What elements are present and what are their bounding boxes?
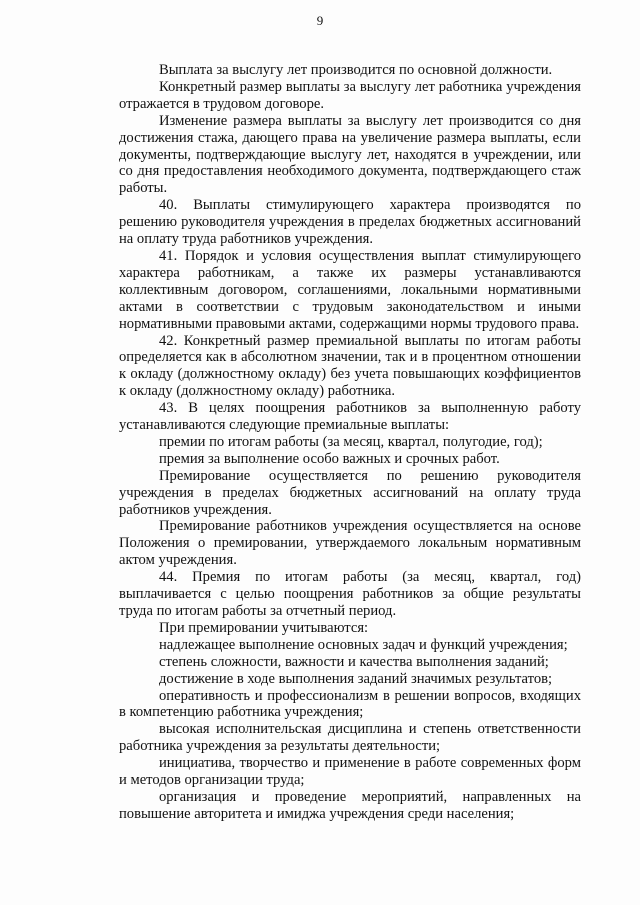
list-item-criterion-complexity: степень сложности, важности и качества выполнения заданий; bbox=[159, 653, 549, 670]
page-number: 9 bbox=[316, 13, 324, 28]
list-item-criterion-efficiency: оперативность и профессионализм в решении вопросов, входящих в компетенцию работника учреждения; bbox=[119, 687, 581, 721]
paragraph-seniority-amount: Конкретный размер выплаты за выслугу лет работника учреждения отражается в трудовом договоре. bbox=[119, 78, 581, 112]
paragraph-clause-40: 40. Выплаты стимулирующего характера производятся по решению руководителя учреждения в пределах бюджетных ассигнований на оплату труда работников учреждения. bbox=[119, 197, 581, 248]
list-item-criterion-discipline: высокая исполнительская дисциплина и степень ответственности работника учреждения за результаты деятельности; bbox=[119, 721, 581, 755]
paragraph-clause-42: 42. Конкретный размер премиальной выплаты по итогам работы определяется как в абсолютном значении, так и в процентном отношении к окладу (должностному окладу) без учета повышающих коэффициентов к окладу (должностному окладу) работника. bbox=[119, 332, 581, 400]
list-item-criterion-events: организация и проведение мероприятий, направленных на повышение авторитета и имиджа учреждения среди населения; bbox=[119, 788, 581, 822]
paragraph-clause-44: 44. Премия по итогам работы (за месяц, квартал, год) выплачивается с целью поощрения работников за общие результаты труда по итогам работы за отчетный период. bbox=[119, 569, 581, 619]
paragraph-clause-41: 41. Порядок и условия осуществления выплат стимулирующего характера работникам, а также их размеры устанавливаются коллективным договором, соглашениями, локальными нормативными актами в соответствии с трудовым законодательством и иными нормативными правовыми актами, содержащими нормы трудового права. bbox=[119, 247, 581, 332]
list-item-criterion-tasks: надлежащее выполнение основных задач и функций учреждения; bbox=[159, 636, 568, 653]
paragraph-bonus-decision: Премирование осуществляется по решению руководителя учреждения в пределах бюджетных ассигнований на оплату труда работников учреждения. bbox=[119, 467, 581, 518]
paragraph-seniority-main-position: Выплата за выслугу лет производится по основной должности. bbox=[159, 62, 553, 78]
document-body bbox=[119, 62, 581, 823]
list-item-criterion-results: достижение в ходе выполнения заданий значимых результатов; bbox=[159, 670, 553, 687]
paragraph-bonus-regulation: Премирование работников учреждения осуществляется на основе Положения о премировании, утверждаемого локальным нормативным актом учреждения. bbox=[119, 518, 581, 569]
list-item-criterion-initiative: инициатива, творчество и применение в работе современных форм и методов организации труда; bbox=[119, 755, 581, 789]
list-item-bonus-urgent-work: премия за выполнение особо важных и срочных работ. bbox=[159, 450, 500, 467]
list-item-bonus-periodic: премии по итогам работы (за месяц, квартал, полугодие, год); bbox=[159, 433, 543, 450]
paragraph-seniority-change: Изменение размера выплаты за выслугу лет производится со дня достижения стажа, дающего права на увеличение размера выплаты, если документы, подтверждающие выслугу лет, находятся в учреждении, или со дня предоставления необходимого документа, подтверждающего стаж работы. bbox=[119, 112, 581, 197]
paragraph-clause-43: 43. В целях поощрения работников за выполненную работу устанавливаются следующие премиальные выплаты: bbox=[119, 400, 581, 434]
paragraph-bonus-criteria-intro: При премировании учитываются: bbox=[159, 619, 369, 636]
